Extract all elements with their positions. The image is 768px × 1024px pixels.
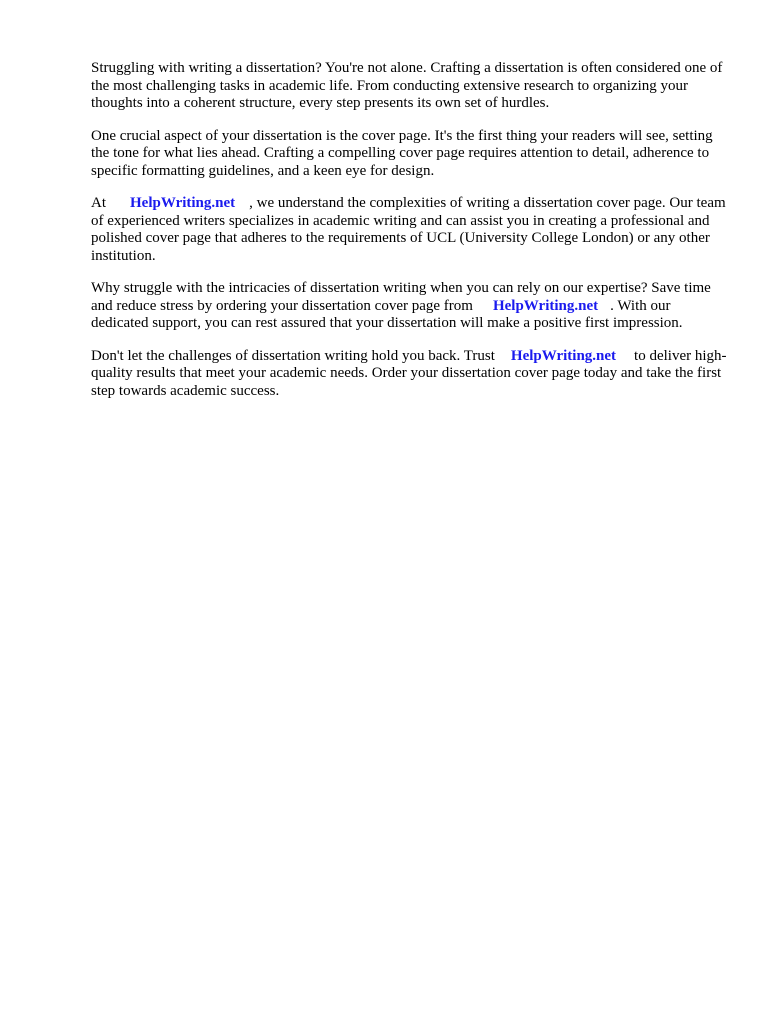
paragraph-why	[91, 280, 731, 333]
helpwriting-link[interactable]: HelpWriting.net	[492, 297, 599, 314]
helpwriting-link[interactable]: HelpWriting.net	[510, 347, 617, 364]
paragraph-closing	[91, 348, 731, 401]
paragraph-cover-page: One crucial aspect of your dissertation is the cover page. It's the first thing your readers will see, setting the tone for what lies ahead. Crafting a compelling cover page requires attention to detail, adherence to specific formatting guidelines, and a keen eye for design.	[91, 127, 713, 179]
paragraph-closing-rest: to deliver high-quality results that meet your academic needs. Order your dissertation cover page today and take the first step towards academic success.	[91, 347, 727, 399]
paragraph-why-lead: Why struggle with the intricacies of dissertation writing when you can rely on our expertise? Save time and reduce stress by ordering your dissertation cover page from	[91, 280, 711, 314]
paragraph-closing-lead: Don't let the challenges of dissertation writing hold you back. Trust	[91, 347, 495, 364]
paragraph-about	[91, 195, 731, 265]
paragraph-intro: Struggling with writing a dissertation? You're not alone. Crafting a dissertation is often considered one of the most challenging tasks in academic life. From conducting extensive research to organizing your thoughts into a coherent structure, every step presents its own set of hurdles.	[91, 60, 723, 111]
paragraph-about-lead: At	[91, 195, 106, 211]
helpwriting-link[interactable]: HelpWriting.net	[130, 195, 236, 211]
paragraph-about-rest: , we understand the complexities of writing a dissertation cover page. Our team of experienced writers specializes in academic writing and can assist you in creating a professional and polished cover page that adheres to the requirements of UCL (University College London) or any other institution.	[91, 195, 726, 264]
paragraph-why-rest: . With our dedicated support, you can rest assured that your dissertation will make a positive first impression.	[91, 297, 683, 331]
document-body	[91, 60, 731, 415]
